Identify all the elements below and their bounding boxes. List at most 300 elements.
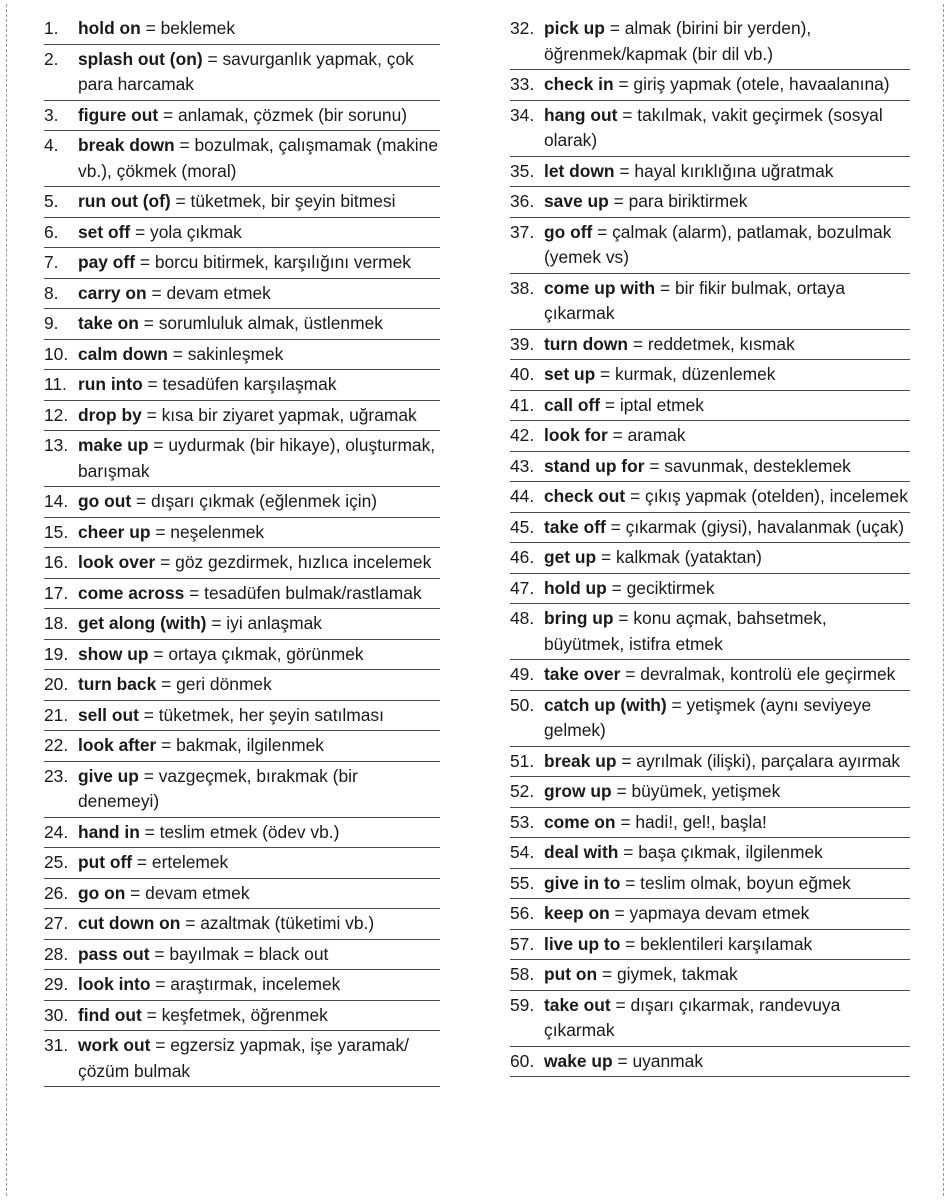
- item-number: 2.: [44, 48, 59, 69]
- phrasal-verb: check in: [544, 74, 614, 94]
- meaning: = kalkmak (yataktan): [596, 547, 762, 567]
- meaning: = azaltmak (tüketimi vb.): [180, 913, 375, 933]
- item-number: 6.: [44, 221, 59, 242]
- phrasal-verb: hold up: [544, 577, 607, 598]
- item-text: [544, 515, 910, 541]
- phrasal-verb: look into: [78, 974, 151, 994]
- phrasal-verb: figure out: [78, 104, 159, 125]
- meaning: = iptal etmek: [600, 394, 704, 415]
- meaning: = göz gezdirmek, hızlıca incelemek: [155, 552, 432, 572]
- item-text: [544, 662, 910, 688]
- meaning: = tesadüfen bulmak/rastlamak: [184, 582, 422, 603]
- phrasal-verb: calm down: [78, 343, 168, 364]
- phrasal-verb: carry on: [78, 282, 147, 303]
- phrasal-verb: set up: [544, 364, 596, 384]
- item-text: [544, 576, 910, 602]
- meaning: = yola çıkmak: [130, 221, 242, 242]
- phrasal-verb: set off: [78, 221, 131, 242]
- item-text: [78, 372, 440, 398]
- list-item: [44, 940, 440, 971]
- list-item: [44, 879, 440, 910]
- meaning: = uydurmak (bir hikaye), oluşturmak, barışmak: [78, 435, 436, 481]
- meaning: = hadi!, gel!, başla!: [615, 811, 767, 832]
- item-text: [78, 16, 440, 42]
- meaning: = iyi anlaşmak: [206, 613, 322, 633]
- item-number: 16.: [44, 552, 69, 572]
- meaning: = borcu bitirmek, karşılığını vermek: [135, 252, 411, 272]
- item-text: [78, 489, 440, 515]
- phrasal-verb: run into: [78, 374, 143, 394]
- item-number: 34.: [510, 104, 535, 125]
- list-item: [510, 930, 910, 961]
- meaning: = reddetmek, kısmak: [628, 333, 795, 354]
- item-text: [78, 133, 440, 184]
- item-text: [544, 454, 910, 480]
- list-item: [510, 391, 910, 422]
- list-item: [44, 45, 440, 101]
- phrasal-verb: wake up: [544, 1050, 613, 1071]
- item-text: [78, 703, 440, 729]
- item-number: 23.: [44, 765, 69, 786]
- item-text: [544, 362, 910, 388]
- list-item: [510, 869, 910, 900]
- meaning: = devralmak, kontrolü ele geçirmek: [620, 664, 896, 684]
- item-number: 52.: [510, 781, 535, 801]
- item-number: 26.: [44, 882, 69, 903]
- meaning: = bozulmak, çalışmamak (makine vb.), çökmek (moral): [78, 135, 439, 181]
- item-text: [78, 250, 440, 276]
- list-item: [44, 970, 440, 1001]
- list-item: [44, 731, 440, 762]
- phrasal-verb: hand in: [78, 821, 140, 842]
- item-number: 41.: [510, 394, 535, 415]
- list-item: [44, 609, 440, 640]
- list-item: [44, 279, 440, 310]
- item-number: 38.: [510, 277, 535, 298]
- meaning: = ayrılmak (ilişki), parçalara ayırmak: [616, 750, 901, 771]
- list-item: [510, 187, 910, 218]
- item-text: [78, 550, 440, 576]
- phrasal-verb: cheer up: [78, 521, 151, 542]
- meaning: = konu açmak, bahsetmek, büyütmek, istifra etmek: [544, 608, 827, 654]
- meaning: = bayılmak = black out: [149, 943, 329, 964]
- item-text: [544, 901, 910, 927]
- meaning: = aramak: [607, 425, 686, 445]
- phrasal-verb: come up with: [544, 277, 656, 298]
- list-item: [510, 777, 910, 808]
- list-item: [44, 431, 440, 487]
- meaning: = araştırmak, incelemek: [150, 974, 341, 994]
- list-item: [44, 370, 440, 401]
- meaning: = teslim olmak, boyun eğmek: [620, 872, 851, 893]
- meaning: = sakinleşmek: [167, 343, 284, 364]
- item-text: [544, 103, 910, 154]
- item-number: 58.: [510, 964, 535, 984]
- phrasal-verb: show up: [78, 643, 149, 664]
- list-item: [44, 548, 440, 579]
- list-item: [44, 14, 440, 45]
- meaning: = bakmak, ilgilenmek: [156, 735, 324, 755]
- list-item: [44, 848, 440, 879]
- item-number: 40.: [510, 364, 535, 384]
- item-text: [78, 672, 440, 698]
- phrasal-verb: check out: [544, 486, 626, 506]
- meaning: = yetişmek (aynı seviyeye gelmek): [544, 694, 872, 740]
- meaning: = savurganlık yapmak, çok para harcamak: [78, 48, 414, 94]
- meaning: = giymek, takmak: [597, 964, 738, 984]
- meaning: = teslim etmek (ödev vb.): [139, 821, 340, 842]
- phrasal-verb: look after: [78, 735, 157, 755]
- item-number: 27.: [44, 913, 69, 933]
- item-number: 47.: [510, 577, 535, 598]
- item-number: 49.: [510, 664, 535, 684]
- meaning: = çıkarmak (giysi), havalanmak (uçak): [605, 516, 904, 537]
- phrasal-verb: give up: [78, 765, 139, 786]
- phrasal-verb: hold on: [78, 18, 141, 38]
- meaning: = hayal kırıklığına uğratmak: [614, 160, 834, 181]
- item-number: 18.: [44, 613, 69, 633]
- meaning: = uyanmak: [612, 1050, 704, 1071]
- list-item: [510, 899, 910, 930]
- item-number: 14.: [44, 491, 69, 511]
- phrasal-verb-list-left: [44, 14, 440, 1087]
- item-number: 50.: [510, 694, 535, 715]
- phrasal-verb: catch up (with): [544, 694, 667, 715]
- list-item: [510, 70, 910, 101]
- item-text: [544, 962, 910, 988]
- item-text: [544, 545, 910, 571]
- item-number: 28.: [44, 943, 69, 964]
- item-text: [544, 220, 910, 271]
- list-item: [44, 487, 440, 518]
- item-number: 35.: [510, 160, 535, 181]
- list-item: [44, 309, 440, 340]
- item-text: [544, 932, 910, 958]
- meaning: = ertelemek: [132, 852, 229, 872]
- phrasal-verb: splash out (on): [78, 48, 203, 69]
- item-text: [78, 220, 440, 246]
- phrasal-verb: take on: [78, 313, 139, 333]
- list-item: [510, 482, 910, 513]
- list-item: [510, 960, 910, 991]
- item-number: 7.: [44, 252, 59, 272]
- meaning: = keşfetmek, öğrenmek: [141, 1004, 328, 1025]
- item-text: [78, 972, 440, 998]
- phrasal-verb: pick up: [544, 18, 605, 38]
- list-item: [510, 14, 910, 70]
- item-text: [78, 942, 440, 968]
- item-number: 5.: [44, 191, 59, 211]
- item-text: [544, 332, 910, 358]
- phrasal-verb: save up: [544, 191, 609, 211]
- list-item: [510, 543, 910, 574]
- list-item: [510, 838, 910, 869]
- phrasal-verb: come across: [78, 582, 185, 603]
- phrasal-verb: take out: [544, 994, 611, 1015]
- meaning: = büyümek, yetişmek: [611, 781, 781, 801]
- item-text: [544, 871, 910, 897]
- item-text: [544, 189, 910, 215]
- meaning: = kurmak, düzenlemek: [595, 364, 776, 384]
- meaning: = ortaya çıkmak, görünmek: [148, 643, 364, 664]
- meaning: = kısa bir ziyaret yapmak, uğramak: [141, 404, 417, 425]
- item-number: 51.: [510, 750, 535, 771]
- item-text: [544, 779, 910, 805]
- list-item: [510, 360, 910, 391]
- meaning: = dışarı çıkmak (eğlenmek için): [131, 491, 378, 511]
- item-text: [544, 606, 910, 657]
- list-item: [44, 131, 440, 187]
- item-number: 3.: [44, 104, 59, 125]
- item-text: [544, 993, 910, 1044]
- phrasal-verb: stand up for: [544, 455, 645, 476]
- item-number: 36.: [510, 191, 535, 211]
- list-item: [44, 818, 440, 849]
- list-item: [44, 218, 440, 249]
- phrasal-verb: deal with: [544, 842, 619, 862]
- meaning: = beklemek: [140, 18, 236, 38]
- phrasal-verb: drop by: [78, 404, 142, 425]
- list-item: [510, 747, 910, 778]
- item-number: 9.: [44, 313, 59, 333]
- item-text: [78, 103, 440, 129]
- item-text: [78, 520, 440, 546]
- phrasal-verb: look over: [78, 552, 156, 572]
- item-number: 46.: [510, 547, 535, 567]
- meaning: = tüketmek, her şeyin satılması: [138, 704, 384, 725]
- item-number: 31.: [44, 1035, 69, 1055]
- phrasal-verb: break down: [78, 135, 175, 155]
- item-number: 19.: [44, 643, 69, 664]
- item-number: 1.: [44, 18, 59, 38]
- meaning: = geciktirmek: [606, 577, 715, 598]
- phrasal-verb: sell out: [78, 704, 139, 725]
- list-item: [44, 579, 440, 610]
- item-text: [78, 911, 440, 937]
- item-number: 29.: [44, 974, 69, 994]
- item-number: 21.: [44, 704, 69, 725]
- item-text: [544, 16, 910, 67]
- item-text: [544, 159, 910, 185]
- phrasal-verb: put on: [544, 964, 598, 984]
- item-number: 54.: [510, 842, 535, 862]
- item-number: 53.: [510, 811, 535, 832]
- item-number: 4.: [44, 135, 59, 155]
- item-text: [78, 611, 440, 637]
- item-number: 15.: [44, 521, 69, 542]
- meaning: = bir fikir bulmak, ortaya çıkarmak: [544, 277, 846, 323]
- item-text: [78, 47, 440, 98]
- item-text: [544, 810, 910, 836]
- list-item: [510, 330, 910, 361]
- list-item: [510, 691, 910, 747]
- item-number: 55.: [510, 872, 535, 893]
- meaning: = para biriktirmek: [608, 191, 748, 211]
- item-text: [544, 484, 910, 510]
- item-text: [78, 1033, 440, 1084]
- meaning: = beklentileri karşılamak: [620, 933, 813, 954]
- meaning: = savunmak, desteklemek: [644, 455, 851, 476]
- phrasal-verb: keep on: [544, 903, 610, 923]
- phrasal-verb: go out: [78, 491, 132, 511]
- item-text: [78, 311, 440, 337]
- item-text: [544, 276, 910, 327]
- item-number: 43.: [510, 455, 535, 476]
- list-item: [44, 340, 440, 371]
- phrasal-verb: work out: [78, 1035, 151, 1055]
- phrasal-verb: take off: [544, 516, 606, 537]
- phrasal-verb: pay off: [78, 252, 136, 272]
- meaning: = dışarı çıkarmak, randevuya çıkarmak: [544, 994, 841, 1040]
- item-number: 44.: [510, 486, 535, 506]
- meaning: = yapmaya devam etmek: [609, 903, 810, 923]
- phrasal-verb: get up: [544, 547, 597, 567]
- meaning: = egzersiz yapmak, işe yaramak/çözüm bulmak: [78, 1035, 410, 1081]
- item-number: 37.: [510, 221, 535, 242]
- item-number: 48.: [510, 608, 535, 628]
- phrasal-verb: break up: [544, 750, 617, 771]
- item-text: [544, 749, 910, 775]
- list-item: [44, 101, 440, 132]
- meaning: = sorumluluk almak, üstlenmek: [138, 313, 383, 333]
- phrasal-verb: get along (with): [78, 613, 207, 633]
- item-text: [78, 642, 440, 668]
- meaning: = giriş yapmak (otele, havaalanına): [613, 74, 890, 94]
- list-item: [44, 909, 440, 940]
- item-text: [78, 281, 440, 307]
- phrasal-verb: look for: [544, 425, 608, 445]
- meaning: = takılmak, vakit geçirmek (sosyal olarak): [544, 104, 883, 150]
- phrasal-verb: come on: [544, 811, 616, 832]
- item-text: [78, 189, 440, 215]
- phrasal-verb: turn down: [544, 333, 629, 354]
- meaning: = başa çıkmak, ilgilenmek: [618, 842, 823, 862]
- item-number: 45.: [510, 516, 535, 537]
- list-item: [44, 701, 440, 732]
- item-number: 17.: [44, 582, 69, 603]
- item-number: 10.: [44, 343, 69, 364]
- item-text: [78, 733, 440, 759]
- phrasal-verb: let down: [544, 160, 615, 181]
- list-item: [44, 248, 440, 279]
- list-item: [44, 187, 440, 218]
- phrasal-verb: grow up: [544, 781, 612, 801]
- item-number: 25.: [44, 852, 69, 872]
- meaning: = çıkış yapmak (otelden), incelemek: [625, 486, 908, 506]
- list-item: [44, 1031, 440, 1087]
- item-text: [78, 820, 440, 846]
- item-text: [544, 693, 910, 744]
- phrasal-verb: hang out: [544, 104, 618, 125]
- item-text: [78, 1003, 440, 1029]
- item-number: 56.: [510, 903, 535, 923]
- meaning: = vazgeçmek, bırakmak (bir denemeyi): [78, 765, 358, 811]
- phrasal-verb: put off: [78, 852, 133, 872]
- item-text: [78, 764, 440, 815]
- item-text: [78, 433, 440, 484]
- item-text: [544, 1049, 910, 1075]
- list-item: [510, 274, 910, 330]
- item-number: 32.: [510, 18, 535, 38]
- item-number: 57.: [510, 933, 535, 954]
- phrasal-verb: go off: [544, 221, 593, 242]
- meaning: = geri dönmek: [156, 674, 272, 694]
- list-item: [44, 670, 440, 701]
- item-text: [544, 72, 910, 98]
- item-number: 60.: [510, 1050, 535, 1071]
- phrasal-verb: take over: [544, 664, 621, 684]
- list-item: [510, 452, 910, 483]
- meaning: = devam etmek: [146, 282, 271, 303]
- meaning: = almak (birini bir yerden), öğrenmek/kapmak (bir dil vb.): [544, 18, 812, 64]
- phrasal-verb: go on: [78, 882, 126, 903]
- list-item: [510, 218, 910, 274]
- item-number: 42.: [510, 425, 535, 445]
- item-text: [78, 403, 440, 429]
- phrasal-verb: bring up: [544, 608, 614, 628]
- phrasal-verb: make up: [78, 435, 149, 455]
- phrasal-verb: live up to: [544, 933, 621, 954]
- list-item: [510, 157, 910, 188]
- list-item: [510, 660, 910, 691]
- list-item: [510, 421, 910, 452]
- item-number: 8.: [44, 282, 59, 303]
- item-number: 12.: [44, 404, 69, 425]
- list-item: [44, 518, 440, 549]
- item-text: [78, 881, 440, 907]
- meaning: = tüketmek, bir şeyin bitmesi: [170, 191, 396, 211]
- list-item: [510, 101, 910, 157]
- item-number: 30.: [44, 1004, 69, 1025]
- phrasal-verb: give in to: [544, 872, 621, 893]
- phrasal-verb: turn back: [78, 674, 157, 694]
- phrasal-verb-list-right: [510, 14, 910, 1077]
- item-text: [544, 423, 910, 449]
- list-item: [44, 401, 440, 432]
- list-item: [510, 604, 910, 660]
- phrasal-verb: find out: [78, 1004, 142, 1025]
- meaning: = çalmak (alarm), patlamak, bozulmak (yemek vs): [544, 221, 892, 267]
- phrasal-verb: call off: [544, 394, 601, 415]
- list-item: [44, 640, 440, 671]
- meaning: = tesadüfen karşılaşmak: [142, 374, 337, 394]
- item-text: [544, 393, 910, 419]
- item-number: 22.: [44, 735, 69, 755]
- list-item: [510, 513, 910, 544]
- phrasal-verb: run out (of): [78, 191, 171, 211]
- item-number: 20.: [44, 674, 69, 694]
- item-number: 59.: [510, 994, 535, 1015]
- item-number: 24.: [44, 821, 69, 842]
- list-item: [510, 808, 910, 839]
- phrasal-verb: pass out: [78, 943, 150, 964]
- meaning: = neşelenmek: [150, 521, 265, 542]
- meaning: = anlamak, çözmek (bir sorunu): [158, 104, 408, 125]
- meaning: = devam etmek: [125, 882, 250, 903]
- phrasal-verb: cut down on: [78, 913, 181, 933]
- item-text: [78, 342, 440, 368]
- list-item: [44, 762, 440, 818]
- item-number: 11.: [44, 374, 67, 394]
- item-number: 39.: [510, 333, 535, 354]
- list-item: [510, 1047, 910, 1078]
- list-item: [44, 1001, 440, 1032]
- item-text: [78, 581, 440, 607]
- item-number: 13.: [44, 435, 69, 455]
- item-text: [78, 850, 440, 876]
- item-number: 33.: [510, 74, 535, 94]
- list-item: [510, 991, 910, 1047]
